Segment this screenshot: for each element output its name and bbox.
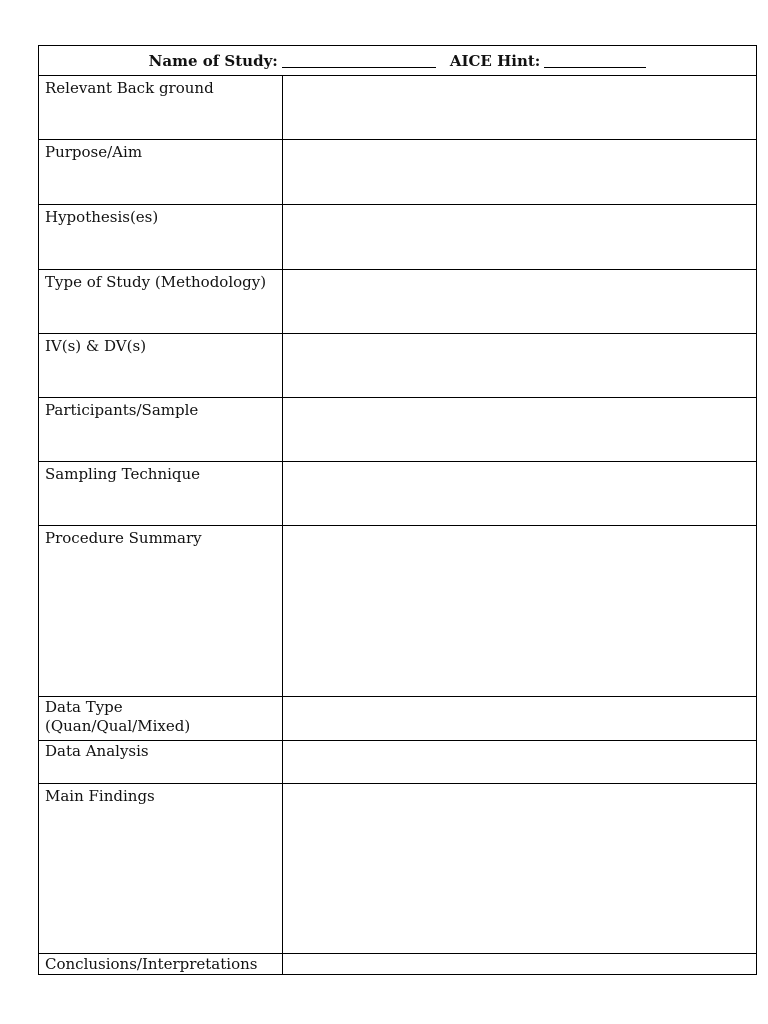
row-label-text: Sampling Technique [45,465,201,483]
row-label [39,398,283,461]
participants-sample-field[interactable] [283,398,756,461]
data-type-field[interactable] [283,697,756,740]
row-label [39,140,283,204]
row-label [39,697,283,740]
row-label [39,462,283,525]
row-label [39,954,283,975]
row-label [39,526,283,696]
row-label-text: Participants/Sample [45,401,199,419]
aice-hint-label: AICE Hint: [449,51,541,70]
iv-dv-field[interactable] [283,334,756,397]
procedure-summary-field[interactable] [283,526,756,696]
row-label-text: Conclusions/Interpretations [45,955,258,973]
study-worksheet-table [38,45,757,975]
row-label [39,784,283,953]
row-label-text: Purpose/Aim [45,143,143,161]
row-participants-sample [39,398,756,462]
row-purpose-aim [39,140,756,205]
row-label-text: Hypothesis(es) [45,208,159,226]
row-type-of-study [39,270,756,334]
sampling-technique-field[interactable] [283,462,756,525]
row-hypotheses [39,205,756,270]
row-data-analysis [39,741,756,784]
row-conclusions [39,954,756,975]
row-label [39,76,283,139]
name-of-study-label: Name of Study: [148,51,278,70]
row-label-text: Relevant Back ground [45,79,214,97]
row-main-findings [39,784,756,954]
row-label [39,270,283,333]
row-label-subtext: (Quan/Qual/Mixed) [45,717,191,735]
row-data-type [39,697,756,741]
row-label-text: Data Type [45,698,123,716]
relevant-background-field[interactable] [283,76,756,139]
main-findings-field[interactable] [283,784,756,953]
aice-hint-blank[interactable] [544,53,646,68]
row-sampling-technique [39,462,756,526]
row-label [39,334,283,397]
row-label-text: IV(s) & DV(s) [45,337,147,355]
row-label-text: Data Analysis [45,742,149,760]
row-label-text: Type of Study (Methodology) [45,273,267,291]
table-header [39,46,756,76]
name-of-study-blank[interactable] [282,53,436,68]
hypotheses-field[interactable] [283,205,756,269]
purpose-aim-field[interactable] [283,140,756,204]
data-analysis-field[interactable] [283,741,756,783]
conclusions-field[interactable] [283,954,756,975]
row-label [39,205,283,269]
row-label-text: Main Findings [45,787,155,805]
type-of-study-field[interactable] [283,270,756,333]
row-procedure-summary [39,526,756,697]
row-label [39,741,283,783]
row-label-text: Procedure Summary [45,529,202,547]
row-relevant-background [39,76,756,140]
row-iv-dv [39,334,756,398]
